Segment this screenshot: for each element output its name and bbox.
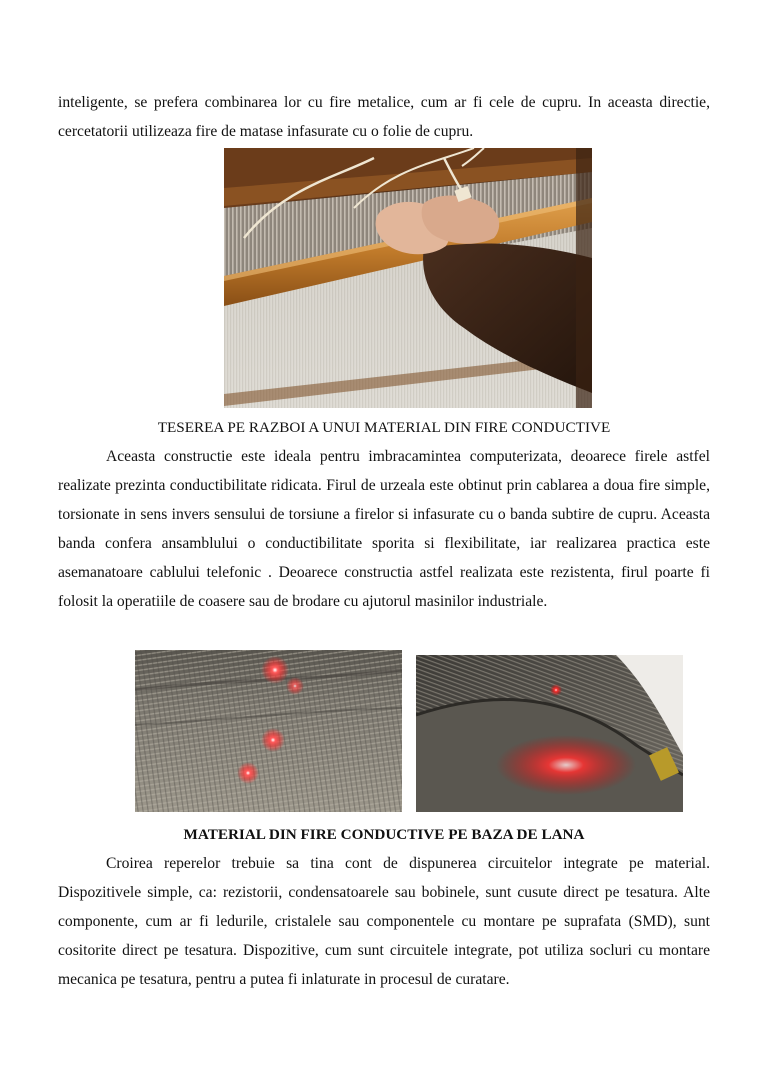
caption-wool: MATERIAL DIN FIRE CONDUCTIVE PE BAZA DE LANA [183, 826, 585, 843]
wool-fabric-led-photo-right [416, 655, 683, 812]
wool-fabric-led-photo-left [135, 650, 402, 812]
loom-weaving-photo [224, 148, 592, 408]
caption-loom: TESEREA PE RAZBOI A UNUI MATERIAL DIN FIRE CONDUCTIVE [157, 419, 611, 436]
paragraph-intro: inteligente, se prefera combinarea lor cu fire metalice, cum ar fi cele de cupru. In aceasta directie, cercetatorii utilizeaza fire de matase infasurate cu o folie de cupru. [58, 94, 710, 140]
paragraph-assembly: Croirea reperelor trebuie sa tina cont de dispunerea circuitelor integrate pe material. Dispozitivele simple, ca: rezistorii, condensatoarele sau bobinele, sunt cusute direct pe tesatura. Alte componente, cum ar fi ledurile, cristalele sau componentele cu montare pe suprafata (SMD), sunt cositorite direct pe tesatura. Dispozitive, cum sunt circuitele integrate, pot utiliza socluri cu montare mecanica pe tesatura, pentru a putea fi inlaturate in procesul de curatare. [58, 855, 710, 988]
paragraph-construction: Aceasta constructie este ideala pentru imbracamintea computerizata, deoarece firele astfel realizate prezinta conductibilitate ridicata. Firul de urzeala este obtinut prin cablarea a doua fire simple, torsionate in sens invers sensului de torsiune a firelor si infasurate cu o banda subtire de cupru. Aceasta banda confera ansamblului o conductibilitate sporita si flexibilitate, iar realizarea practica este asemanatoare cablului telefonic . Deoarece constructia astfel realizata este rezistenta, firul poarte fi folosit la operatiile de coasere sau de brodare cu ajutorul masinilor industriale. [58, 448, 710, 610]
